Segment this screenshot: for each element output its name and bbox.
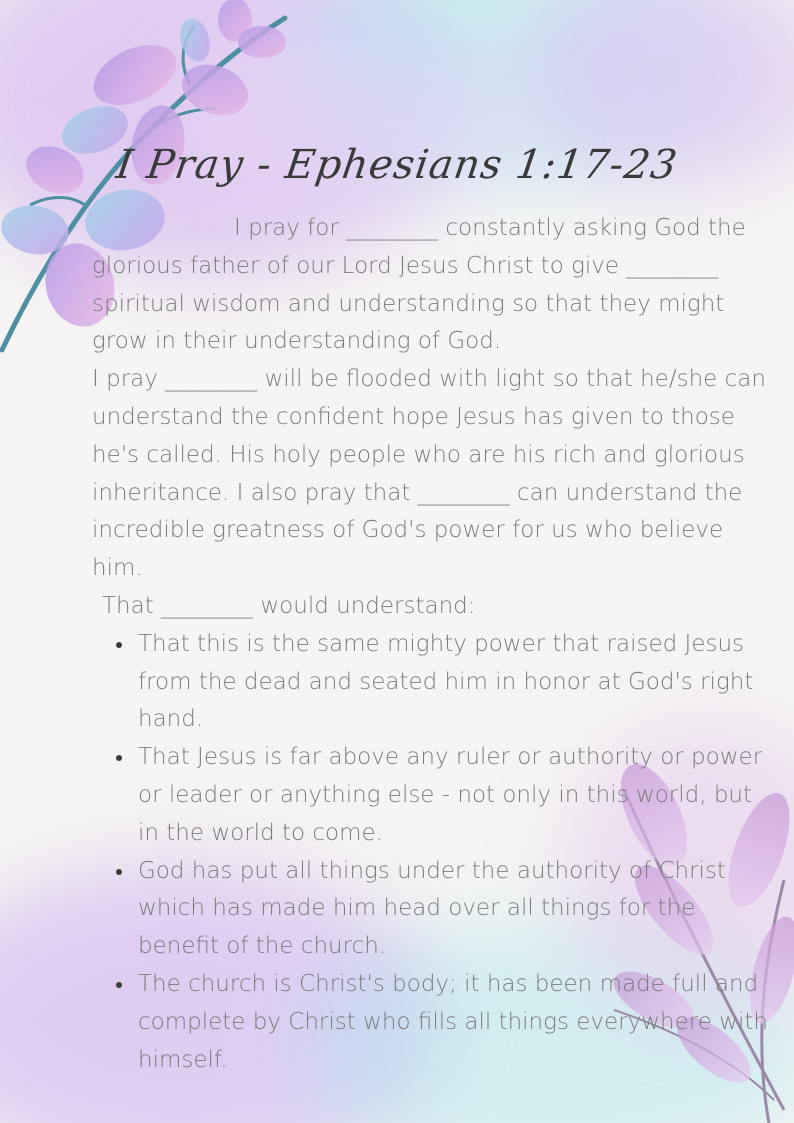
list-item: That Jesus is far above any ruler or authority or power or leader or anything else - not only in this world, but in the world to come.: [138, 739, 772, 852]
page-title: I Pray - Ephesians 1:17-23: [113, 142, 681, 188]
prayer-body: [92, 210, 772, 1079]
bullet-list: [92, 626, 772, 1080]
list-item: That this is the same mighty power that raised Jesus from the dead and seated him in honor at God's right hand.: [138, 626, 772, 739]
list-item: The church is Christ's body; it has been made full and complete by Christ who fills all things everywhere with himself.: [138, 966, 772, 1079]
paragraph-wisdom: I pray for ________ constantly asking God the glorious father of our Lord Jesus Christ to give ________ spiritual wisdom and understanding so that they might grow in their understanding of God.: [92, 215, 746, 355]
paragraph-understand: That ________ would understand:: [102, 592, 476, 619]
paragraph-light: I pray ________ will be flooded with light so that he/she can understand the confident hope Jesus has given to those he's called. His holy people who are his rich and glorious inheritance. I also pray that ________ can understand the incredible greatness of God's power for us who believe him.: [92, 366, 766, 582]
list-item: God has put all things under the authority of Christ which has made him head over all things for the benefit of the church.: [138, 853, 772, 966]
